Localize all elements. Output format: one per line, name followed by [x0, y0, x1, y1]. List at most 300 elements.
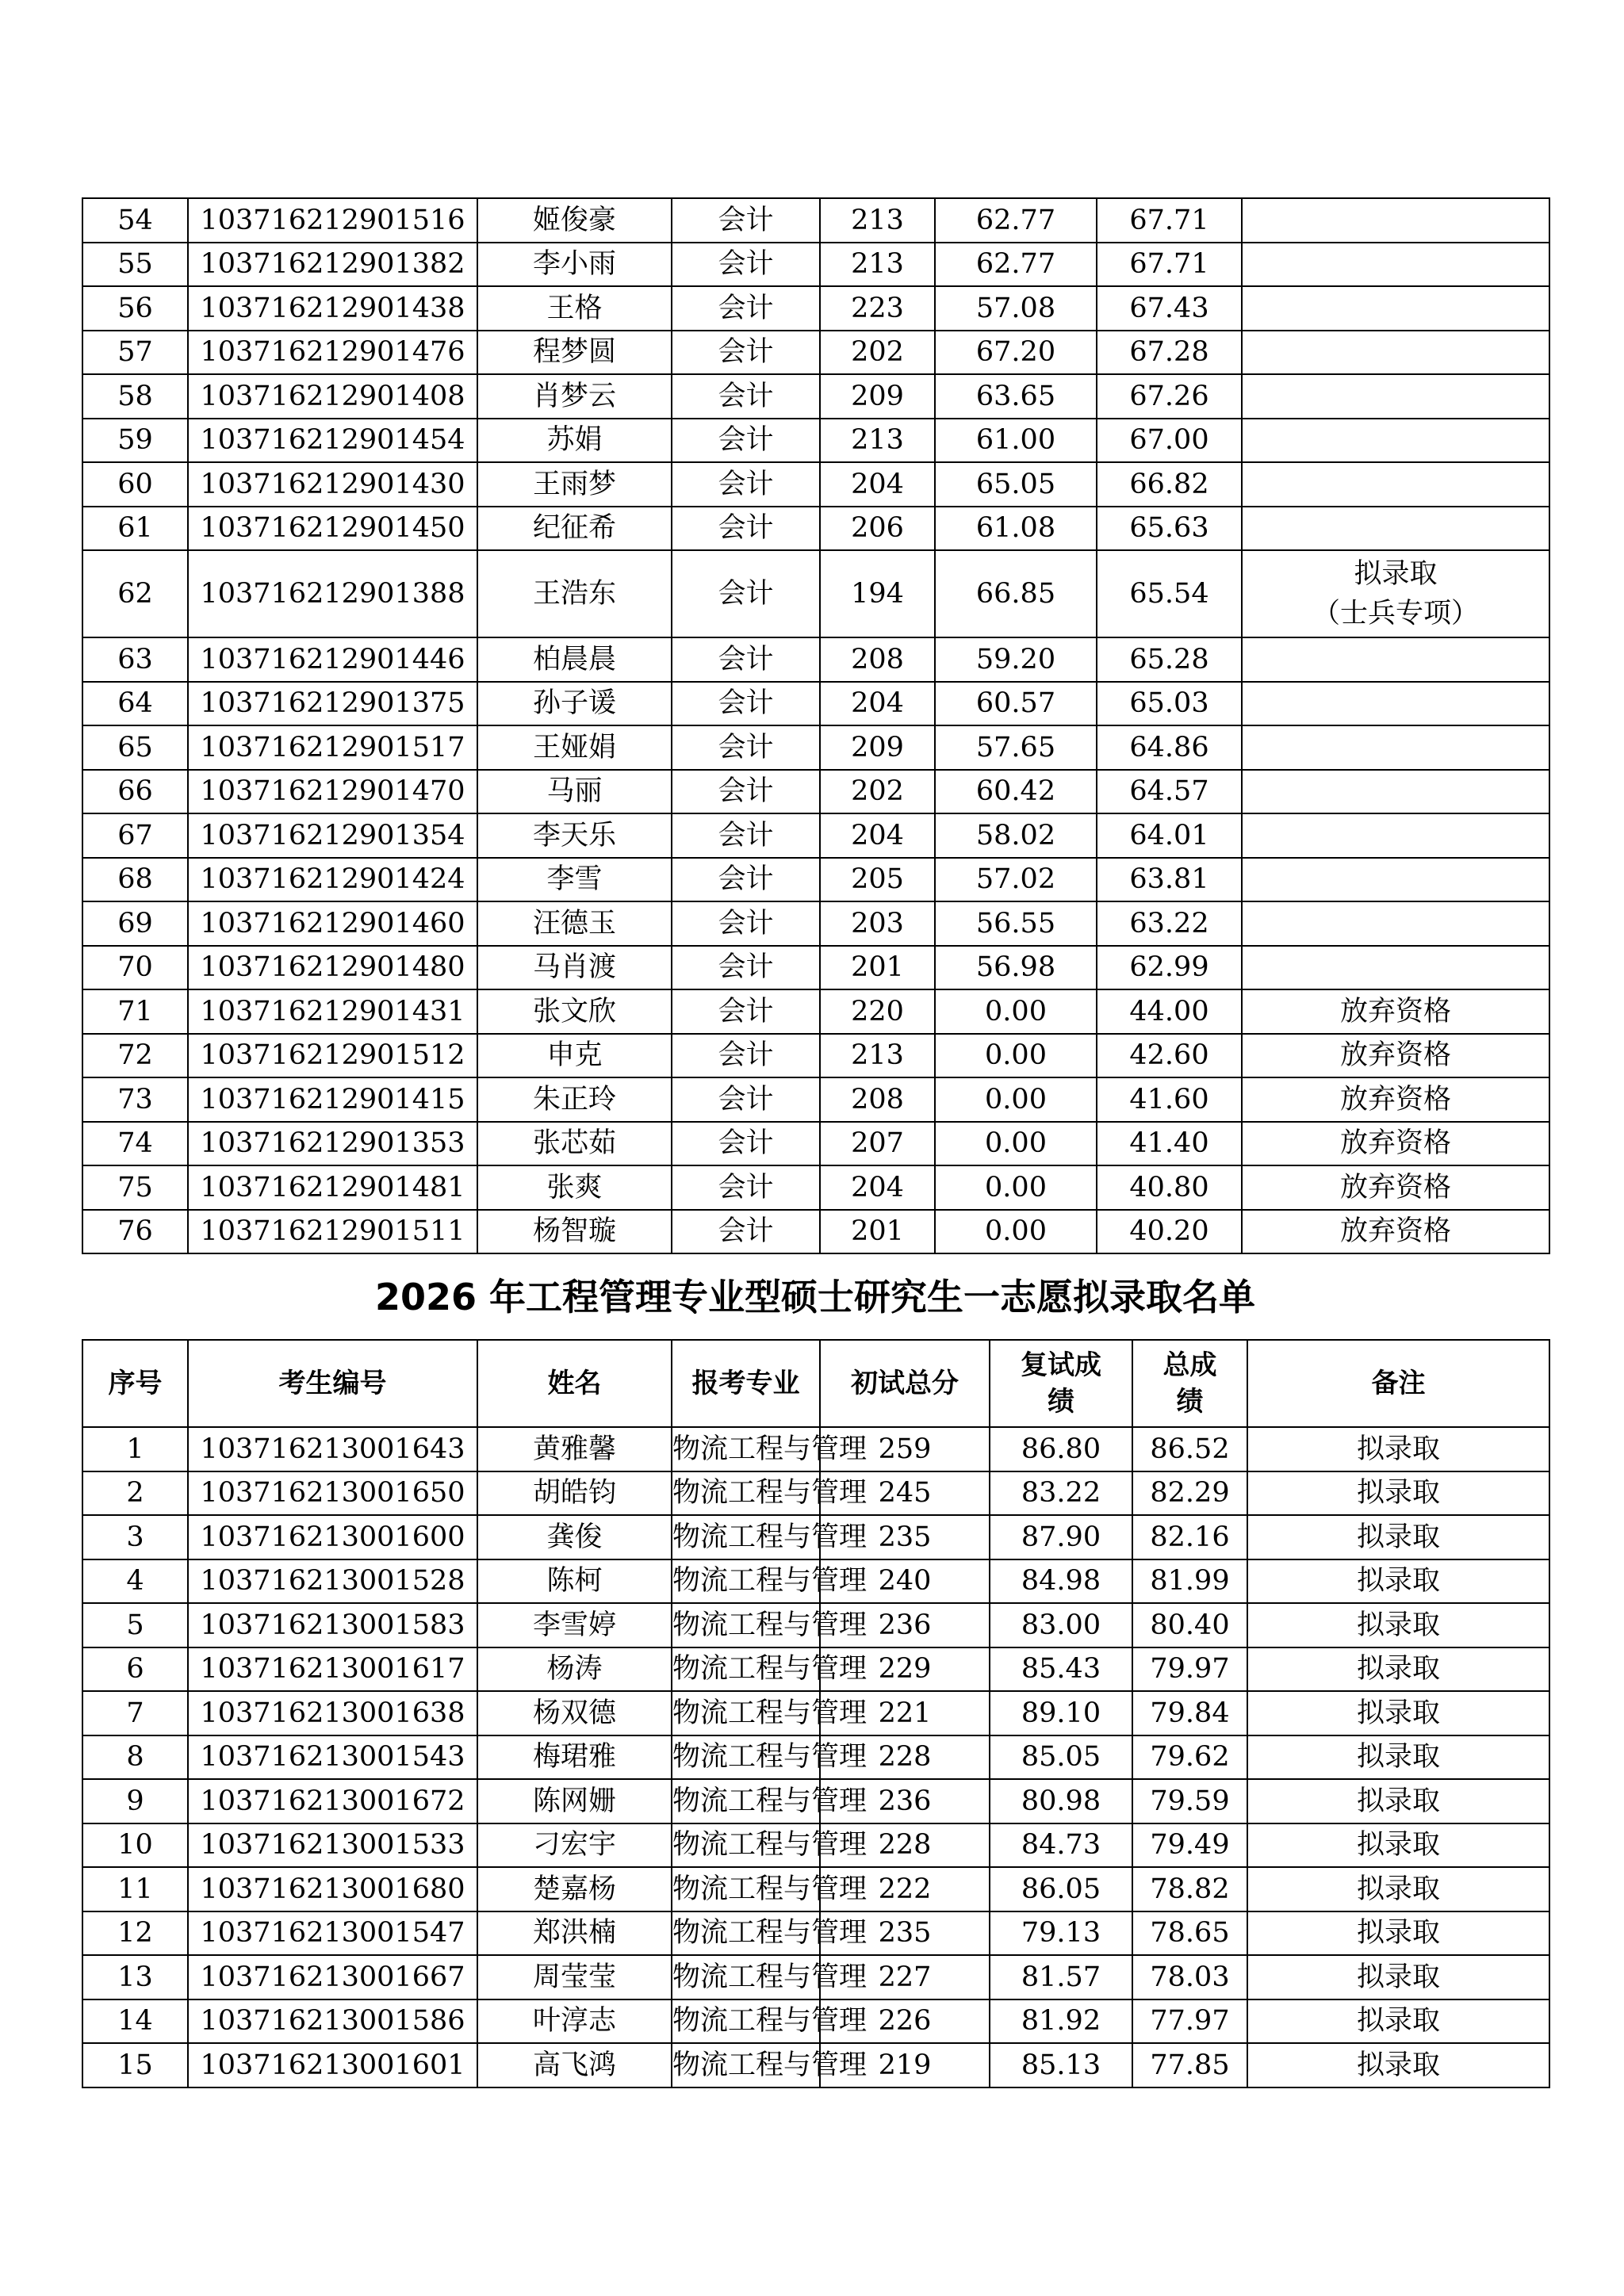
cell-note: 拟录取	[1247, 1691, 1549, 1735]
header-retest-score	[990, 1340, 1132, 1427]
cell-total-score: 41.40	[1097, 1122, 1242, 1166]
table-row	[82, 901, 1549, 946]
cell-seq: 60	[82, 462, 188, 507]
cell-candidate-id: 103716212901481	[188, 1165, 477, 1210]
cell-initial-score: 208	[820, 1077, 935, 1122]
table-row	[82, 682, 1549, 726]
cell-major: 会计	[672, 550, 820, 637]
table-row	[82, 331, 1549, 375]
table-row	[82, 989, 1549, 1034]
cell-seq: 71	[82, 989, 188, 1034]
cell-note: 拟录取	[1247, 1999, 1549, 2044]
cell-major: 会计	[672, 1034, 820, 1078]
cell-name: 杨涛	[477, 1647, 672, 1692]
cell-candidate-id: 103716213001586	[188, 1999, 477, 2044]
cell-seq: 72	[82, 1034, 188, 1078]
table-row	[82, 1122, 1549, 1166]
cell-candidate-id: 103716212901438	[188, 286, 477, 331]
table-row	[82, 1867, 1549, 1911]
cell-retest-score: 79.13	[990, 1911, 1132, 1956]
header-note: 备注	[1247, 1340, 1549, 1427]
cell-note: 拟录取	[1247, 1867, 1549, 1911]
cell-candidate-id: 103716212901354	[188, 813, 477, 858]
cell-retest-score: 0.00	[935, 989, 1097, 1034]
cell-total-score: 79.62	[1132, 1735, 1247, 1780]
cell-total-score: 64.57	[1097, 770, 1242, 814]
cell-retest-score: 81.57	[990, 1955, 1132, 1999]
table-row	[82, 1603, 1549, 1647]
cell-initial-score: 207	[820, 1122, 935, 1166]
cell-note: 放弃资格	[1242, 1122, 1549, 1166]
cell-name: 程梦圆	[477, 331, 672, 375]
cell-candidate-id: 103716213001643	[188, 1427, 477, 1471]
cell-candidate-id: 103716212901476	[188, 331, 477, 375]
cell-seq: 66	[82, 770, 188, 814]
cell-name: 杨智璇	[477, 1210, 672, 1254]
cell-seq: 7	[82, 1691, 188, 1735]
cell-candidate-id: 103716212901516	[188, 198, 477, 243]
header-total-score	[1132, 1340, 1247, 1427]
cell-candidate-id: 103716212901454	[188, 419, 477, 463]
cell-major: 物流工程与管理	[672, 1911, 820, 1956]
cell-name: 王雨梦	[477, 462, 672, 507]
cell-retest-score: 85.05	[990, 1735, 1132, 1780]
cell-major: 会计	[672, 637, 820, 682]
cell-retest-score: 62.77	[935, 198, 1097, 243]
cell-candidate-id: 103716212901460	[188, 901, 477, 946]
cell-note	[1242, 507, 1549, 551]
cell-candidate-id: 103716212901517	[188, 725, 477, 770]
cell-total-score: 40.80	[1097, 1165, 1242, 1210]
cell-major: 会计	[672, 813, 820, 858]
header-retest-line2: 绩	[1048, 1386, 1074, 1418]
cell-name: 孙子谖	[477, 682, 672, 726]
cell-major: 物流工程与管理	[672, 1471, 820, 1516]
cell-name: 汪德玉	[477, 901, 672, 946]
cell-seq: 1	[82, 1427, 188, 1471]
cell-initial-score: 204	[820, 462, 935, 507]
cell-retest-score: 56.55	[935, 901, 1097, 946]
cell-total-score: 67.28	[1097, 331, 1242, 375]
cell-seq: 3	[82, 1515, 188, 1559]
cell-retest-score: 0.00	[935, 1077, 1097, 1122]
cell-total-score: 67.26	[1097, 374, 1242, 419]
header-total-line2: 绩	[1176, 1386, 1204, 1418]
cell-total-score: 78.65	[1132, 1911, 1247, 1956]
cell-candidate-id: 103716213001601	[188, 2043, 477, 2087]
table-row	[82, 374, 1549, 419]
cell-total-score: 40.20	[1097, 1210, 1242, 1254]
cell-candidate-id: 103716212901430	[188, 462, 477, 507]
cell-seq: 10	[82, 1823, 188, 1868]
cell-seq: 8	[82, 1735, 188, 1780]
cell-name: 张爽	[477, 1165, 672, 1210]
cell-name: 王格	[477, 286, 672, 331]
cell-major: 会计	[672, 946, 820, 990]
cell-note	[1242, 637, 1549, 682]
cell-retest-score: 65.05	[935, 462, 1097, 507]
cell-major: 物流工程与管理	[672, 2043, 820, 2087]
cell-note: 拟录取	[1247, 1515, 1549, 1559]
cell-candidate-id: 103716212901382	[188, 243, 477, 287]
cell-seq: 68	[82, 858, 188, 902]
cell-retest-score: 86.80	[990, 1427, 1132, 1471]
cell-major: 会计	[672, 462, 820, 507]
cell-major: 会计	[672, 1077, 820, 1122]
table-row	[82, 1911, 1549, 1956]
cell-major: 会计	[672, 1165, 820, 1210]
cell-note	[1242, 946, 1549, 990]
cell-major: 会计	[672, 419, 820, 463]
table-row	[82, 725, 1549, 770]
cell-major: 物流工程与管理	[672, 1603, 820, 1647]
cell-note	[1242, 331, 1549, 375]
cell-note	[1242, 419, 1549, 463]
cell-seq: 64	[82, 682, 188, 726]
table-row	[82, 550, 1549, 637]
cell-total-score: 86.52	[1132, 1427, 1247, 1471]
cell-note: 放弃资格	[1242, 989, 1549, 1034]
cell-retest-score: 66.85	[935, 550, 1097, 637]
cell-name: 周莹莹	[477, 1955, 672, 1999]
cell-initial-score: 206	[820, 507, 935, 551]
cell-initial-score: 213	[820, 243, 935, 287]
cell-seq: 2	[82, 1471, 188, 1516]
cell-candidate-id: 103716212901480	[188, 946, 477, 990]
cell-major: 物流工程与管理	[672, 1955, 820, 1999]
table-row	[82, 1034, 1549, 1078]
cell-note: 拟录取	[1247, 1955, 1549, 1999]
cell-note: 拟录取	[1247, 1735, 1549, 1780]
cell-retest-score: 80.98	[990, 1779, 1132, 1823]
cell-total-score: 64.01	[1097, 813, 1242, 858]
cell-major: 会计	[672, 198, 820, 243]
cell-initial-score: 236	[820, 1603, 990, 1647]
cell-name: 高飞鸿	[477, 2043, 672, 2087]
cell-major: 会计	[672, 374, 820, 419]
table-row	[82, 243, 1549, 287]
accounting-results-table	[82, 197, 1550, 1254]
cell-candidate-id: 103716213001528	[188, 1559, 477, 1604]
cell-seq: 6	[82, 1647, 188, 1692]
cell-total-score: 82.29	[1132, 1471, 1247, 1516]
cell-note: 放弃资格	[1242, 1165, 1549, 1210]
cell-name: 朱正玲	[477, 1077, 672, 1122]
table-row	[82, 507, 1549, 551]
cell-major: 物流工程与管理	[672, 1647, 820, 1692]
cell-note: 放弃资格	[1242, 1210, 1549, 1254]
cell-total-score: 79.84	[1132, 1691, 1247, 1735]
cell-major: 物流工程与管理	[672, 1867, 820, 1911]
cell-note	[1242, 286, 1549, 331]
table-row	[82, 198, 1549, 243]
cell-candidate-id: 103716212901512	[188, 1034, 477, 1078]
cell-total-score: 41.60	[1097, 1077, 1242, 1122]
cell-candidate-id: 103716212901388	[188, 550, 477, 637]
engineering-management-body	[82, 1427, 1549, 2087]
cell-candidate-id: 103716212901408	[188, 374, 477, 419]
cell-candidate-id: 103716212901470	[188, 770, 477, 814]
cell-initial-score: 219	[820, 2043, 990, 2087]
cell-name: 陈柯	[477, 1559, 672, 1604]
cell-total-score: 66.82	[1097, 462, 1242, 507]
cell-initial-score: 213	[820, 198, 935, 243]
cell-major: 物流工程与管理	[672, 1515, 820, 1559]
cell-seq: 4	[82, 1559, 188, 1604]
cell-initial-score: 209	[820, 374, 935, 419]
cell-total-score: 81.99	[1132, 1559, 1247, 1604]
cell-candidate-id: 103716213001547	[188, 1911, 477, 1956]
cell-initial-score: 221	[820, 1691, 990, 1735]
cell-initial-score: 209	[820, 725, 935, 770]
engineering-management-table	[82, 1339, 1550, 2088]
cell-retest-score: 60.57	[935, 682, 1097, 726]
cell-seq: 57	[82, 331, 188, 375]
cell-candidate-id: 103716212901431	[188, 989, 477, 1034]
cell-seq: 58	[82, 374, 188, 419]
cell-seq: 73	[82, 1077, 188, 1122]
cell-name: 陈网姗	[477, 1779, 672, 1823]
cell-retest-score: 61.00	[935, 419, 1097, 463]
cell-initial-score: 227	[820, 1955, 990, 1999]
cell-name: 柏晨晨	[477, 637, 672, 682]
cell-candidate-id: 103716212901375	[188, 682, 477, 726]
cell-seq: 70	[82, 946, 188, 990]
cell-major: 会计	[672, 989, 820, 1034]
cell-major: 物流工程与管理	[672, 1559, 820, 1604]
cell-note	[1242, 198, 1549, 243]
cell-name: 马肖渡	[477, 946, 672, 990]
cell-major: 物流工程与管理	[672, 1735, 820, 1780]
cell-total-score: 77.97	[1132, 1999, 1247, 2044]
table-row	[82, 1779, 1549, 1823]
cell-candidate-id: 103716212901415	[188, 1077, 477, 1122]
cell-total-score: 80.40	[1132, 1603, 1247, 1647]
cell-initial-score: 229	[820, 1647, 990, 1692]
cell-note: 拟录取	[1247, 1647, 1549, 1692]
cell-retest-score: 83.22	[990, 1471, 1132, 1516]
table-row	[82, 813, 1549, 858]
cell-candidate-id: 103716213001667	[188, 1955, 477, 1999]
cell-retest-score: 0.00	[935, 1122, 1097, 1166]
cell-total-score: 63.81	[1097, 858, 1242, 902]
cell-initial-score: 240	[820, 1559, 990, 1604]
note-line2: （士兵专项）	[1312, 598, 1479, 629]
table-row	[82, 637, 1549, 682]
cell-retest-score: 0.00	[935, 1210, 1097, 1254]
cell-candidate-id: 103716213001543	[188, 1735, 477, 1780]
cell-initial-score: 201	[820, 946, 935, 990]
cell-retest-score: 57.02	[935, 858, 1097, 902]
cell-candidate-id: 103716213001672	[188, 1779, 477, 1823]
cell-seq: 13	[82, 1955, 188, 1999]
cell-note: 拟录取	[1247, 1559, 1549, 1604]
cell-major: 物流工程与管理	[672, 1999, 820, 2044]
cell-candidate-id: 103716213001680	[188, 1867, 477, 1911]
cell-name: 张芯茹	[477, 1122, 672, 1166]
cell-retest-score: 85.43	[990, 1647, 1132, 1692]
cell-initial-score: 235	[820, 1911, 990, 1956]
cell-total-score: 67.71	[1097, 198, 1242, 243]
cell-major: 物流工程与管理	[672, 1427, 820, 1471]
cell-total-score: 79.97	[1132, 1647, 1247, 1692]
cell-initial-score: 201	[820, 1210, 935, 1254]
header-major: 报考专业	[672, 1340, 820, 1427]
table-row	[82, 1691, 1549, 1735]
cell-total-score: 65.03	[1097, 682, 1242, 726]
cell-name: 李天乐	[477, 813, 672, 858]
cell-name: 郑洪楠	[477, 1911, 672, 1956]
cell-retest-score: 87.90	[990, 1515, 1132, 1559]
cell-major: 会计	[672, 725, 820, 770]
header-initial-score: 初试总分	[820, 1340, 990, 1427]
table-row	[82, 1955, 1549, 1999]
cell-major: 物流工程与管理	[672, 1779, 820, 1823]
cell-retest-score: 86.05	[990, 1867, 1132, 1911]
cell-seq: 54	[82, 198, 188, 243]
cell-note	[1242, 243, 1549, 287]
cell-seq: 12	[82, 1911, 188, 1956]
cell-total-score: 62.99	[1097, 946, 1242, 990]
cell-initial-score: 204	[820, 813, 935, 858]
cell-candidate-id: 103716213001583	[188, 1603, 477, 1647]
cell-name: 杨双德	[477, 1691, 672, 1735]
cell-candidate-id: 103716212901353	[188, 1122, 477, 1166]
cell-major: 会计	[672, 1122, 820, 1166]
cell-note: 放弃资格	[1242, 1077, 1549, 1122]
table-row	[82, 1471, 1549, 1516]
header-name: 姓名	[477, 1340, 672, 1427]
cell-seq: 65	[82, 725, 188, 770]
cell-initial-score: 222	[820, 1867, 990, 1911]
cell-name: 申克	[477, 1034, 672, 1078]
cell-retest-score: 0.00	[935, 1165, 1097, 1210]
table-row	[82, 286, 1549, 331]
table-row	[82, 1427, 1549, 1471]
cell-initial-score: 228	[820, 1735, 990, 1780]
cell-seq: 74	[82, 1122, 188, 1166]
cell-major: 会计	[672, 858, 820, 902]
table-row	[82, 770, 1549, 814]
table-row	[82, 2043, 1549, 2087]
cell-retest-score: 81.92	[990, 1999, 1132, 2044]
cell-note: 拟录取	[1247, 1471, 1549, 1516]
cell-note	[1242, 770, 1549, 814]
cell-name: 叶淳志	[477, 1999, 672, 2044]
note-line1: 拟录取	[1354, 558, 1438, 590]
cell-initial-score: 208	[820, 637, 935, 682]
cell-retest-score: 89.10	[990, 1691, 1132, 1735]
cell-candidate-id: 103716212901511	[188, 1210, 477, 1254]
cell-seq: 11	[82, 1867, 188, 1911]
table-row	[82, 1210, 1549, 1254]
cell-name: 姬俊豪	[477, 198, 672, 243]
cell-note: 放弃资格	[1242, 1034, 1549, 1078]
table-row	[82, 1647, 1549, 1692]
cell-total-score: 78.03	[1132, 1955, 1247, 1999]
cell-initial-score: 204	[820, 682, 935, 726]
cell-retest-score: 0.00	[935, 1034, 1097, 1078]
cell-initial-score: 228	[820, 1823, 990, 1868]
cell-major: 会计	[672, 770, 820, 814]
cell-initial-score: 235	[820, 1515, 990, 1559]
cell-initial-score: 213	[820, 419, 935, 463]
cell-note	[1242, 462, 1549, 507]
cell-total-score: 77.85	[1132, 2043, 1247, 2087]
cell-seq: 61	[82, 507, 188, 551]
table-row	[82, 419, 1549, 463]
cell-seq: 59	[82, 419, 188, 463]
cell-note	[1242, 682, 1549, 726]
table-row	[82, 462, 1549, 507]
cell-retest-score: 85.13	[990, 2043, 1132, 2087]
cell-name: 马丽	[477, 770, 672, 814]
cell-retest-score: 84.73	[990, 1823, 1132, 1868]
cell-retest-score: 57.65	[935, 725, 1097, 770]
cell-name: 胡皓钧	[477, 1471, 672, 1516]
cell-major: 会计	[672, 682, 820, 726]
cell-retest-score: 60.42	[935, 770, 1097, 814]
cell-note: 拟录取	[1247, 1823, 1549, 1868]
cell-name: 龚俊	[477, 1515, 672, 1559]
cell-total-score: 42.60	[1097, 1034, 1242, 1078]
cell-retest-score: 84.98	[990, 1559, 1132, 1604]
cell-name: 张文欣	[477, 989, 672, 1034]
accounting-results-body	[82, 198, 1549, 1253]
cell-note	[1242, 725, 1549, 770]
cell-name: 楚嘉杨	[477, 1867, 672, 1911]
cell-retest-score: 83.00	[990, 1603, 1132, 1647]
header-seq: 序号	[82, 1340, 188, 1427]
cell-name: 李小雨	[477, 243, 672, 287]
header-retest-line1: 复试成	[1021, 1349, 1101, 1381]
cell-seq: 14	[82, 1999, 188, 2044]
cell-note: 拟录取	[1247, 1603, 1549, 1647]
cell-major: 会计	[672, 901, 820, 946]
table-row	[82, 1735, 1549, 1780]
cell-retest-score: 58.02	[935, 813, 1097, 858]
cell-seq: 9	[82, 1779, 188, 1823]
cell-seq: 62	[82, 550, 188, 637]
cell-name: 刁宏宇	[477, 1823, 672, 1868]
section-title: 2026 年工程管理专业型硕士研究生一志愿拟录取名单	[374, 1276, 1256, 1318]
table-row	[82, 946, 1549, 990]
cell-retest-score: 63.65	[935, 374, 1097, 419]
cell-total-score: 65.54	[1097, 550, 1242, 637]
table-row	[82, 1999, 1549, 2044]
cell-note: 拟录取	[1247, 2043, 1549, 2087]
cell-major: 会计	[672, 507, 820, 551]
cell-major: 会计	[672, 286, 820, 331]
table-header-row	[82, 1340, 1549, 1427]
cell-total-score: 44.00	[1097, 989, 1242, 1034]
header-candidate-id: 考生编号	[188, 1340, 477, 1427]
cell-retest-score: 61.08	[935, 507, 1097, 551]
cell-initial-score: 223	[820, 286, 935, 331]
cell-total-score: 64.86	[1097, 725, 1242, 770]
cell-seq: 63	[82, 637, 188, 682]
cell-seq: 76	[82, 1210, 188, 1254]
header-total-line1: 总成	[1162, 1349, 1217, 1381]
cell-total-score: 79.59	[1132, 1779, 1247, 1823]
cell-note	[1242, 901, 1549, 946]
cell-name: 李雪	[477, 858, 672, 902]
cell-name: 王娅娟	[477, 725, 672, 770]
cell-seq: 67	[82, 813, 188, 858]
table-row	[82, 858, 1549, 902]
cell-note: 拟录取	[1247, 1779, 1549, 1823]
table-row	[82, 1515, 1549, 1559]
